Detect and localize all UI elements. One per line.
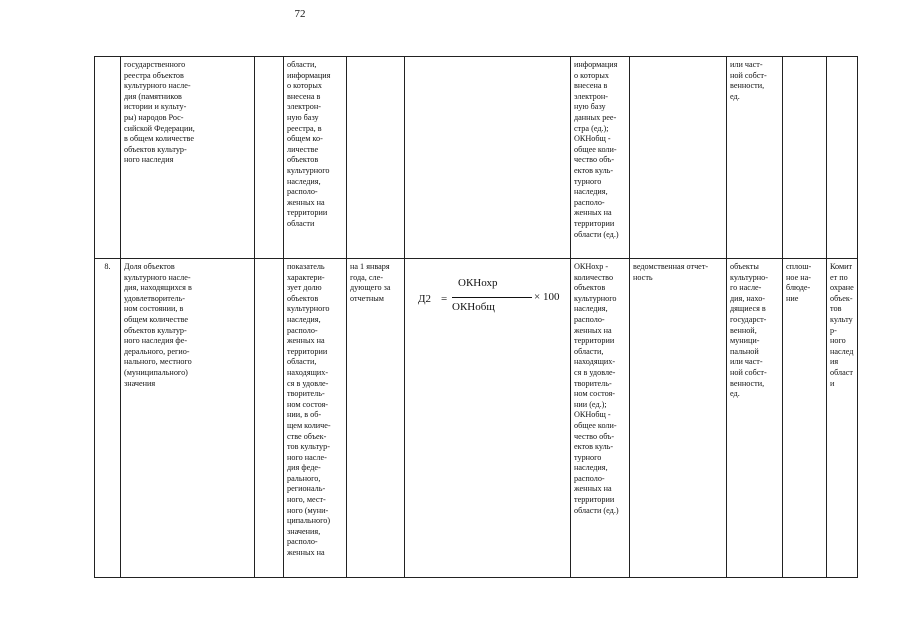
indicators-table <box>94 56 858 578</box>
components-cell: информация о которых внесена в электрон- ную базу данных рее- стра (ед.); ОКНобщ - общее коли- чество объ- ектов куль- турного наследия, располо- женных на территории области (ед.) <box>571 57 630 259</box>
objects-cell: объекты культурно- го насле- дия, нахо- дящиеся в государст- венной, муници- пальной или част- ной собст- венности, ед. <box>727 259 783 578</box>
formula-multiplier: × 100 <box>534 290 560 303</box>
table-row <box>95 57 858 259</box>
formula <box>408 273 567 333</box>
method-cell: сплош- ное на- блюде- ние <box>783 259 827 578</box>
formula-cell <box>405 57 571 259</box>
formula-name: Д2 <box>418 292 432 305</box>
formula-equals: = <box>441 292 448 305</box>
row-number-cell <box>95 57 121 259</box>
components-cell: ОКНохр - количество объектов культурного наследия, располо- женных на территории области, находящих- ся в удовле- творитель- ном состоя- нии (ед.); ОКНобщ - общее коли- чество объ- ектов куль- турного наследия, располо- женных на территории области (ед.) <box>571 259 630 578</box>
indicator-name-cell: государственного реестра объектов культурного насле- дия (памятников истории и культу- ры) народов Рос- сийской Федерации, в общем количестве объектов культур- ного наследия <box>121 57 255 259</box>
formula-denominator: ОКНобщ <box>452 300 495 313</box>
source-cell: ведомственная отчет- ность <box>630 259 727 578</box>
indicator-name-cell: Доля объектов культурного насле- дия, находящихся в удовлетворитель- ном состоянии, в общем количестве объектов культур- ного наследия фе- дерального, регио- нального, местного (муниципального) значения <box>121 259 255 578</box>
fraction-bar <box>452 297 532 298</box>
period-cell <box>347 57 405 259</box>
definition-cell: показатель характери- зует долю объектов культурного наследия, располо- женных на территории области, находящих- ся в удовле- творитель- ном состоя- нии, в об- щем количе- стве объек- тов культур- ного насле- дия феде- рального, региональ- ного, мест- ного (муни- ципального) значения, располо- женных на <box>284 259 347 578</box>
definition-cell: области, информация о которых внесена в электрон- ную базу реестра, в общем ко- личестве объектов культурного наследия, располо- женных на территории области <box>284 57 347 259</box>
responsible-cell <box>827 57 858 259</box>
formula-numerator: ОКНохр <box>458 276 498 289</box>
unit-cell <box>255 57 284 259</box>
unit-cell <box>255 259 284 578</box>
formula-cell <box>405 259 571 578</box>
source-cell <box>630 57 727 259</box>
objects-cell: или част- ной собст- венности, ед. <box>727 57 783 259</box>
method-cell <box>783 57 827 259</box>
period-cell: на 1 января года, сле- дующего за отчетным <box>347 259 405 578</box>
page-number: 72 <box>294 8 306 20</box>
row-number-cell: 8. <box>95 259 121 578</box>
responsible-cell: Комитет по охране объек- тов культур- ного наследия области <box>827 259 858 578</box>
table-row <box>95 259 858 578</box>
